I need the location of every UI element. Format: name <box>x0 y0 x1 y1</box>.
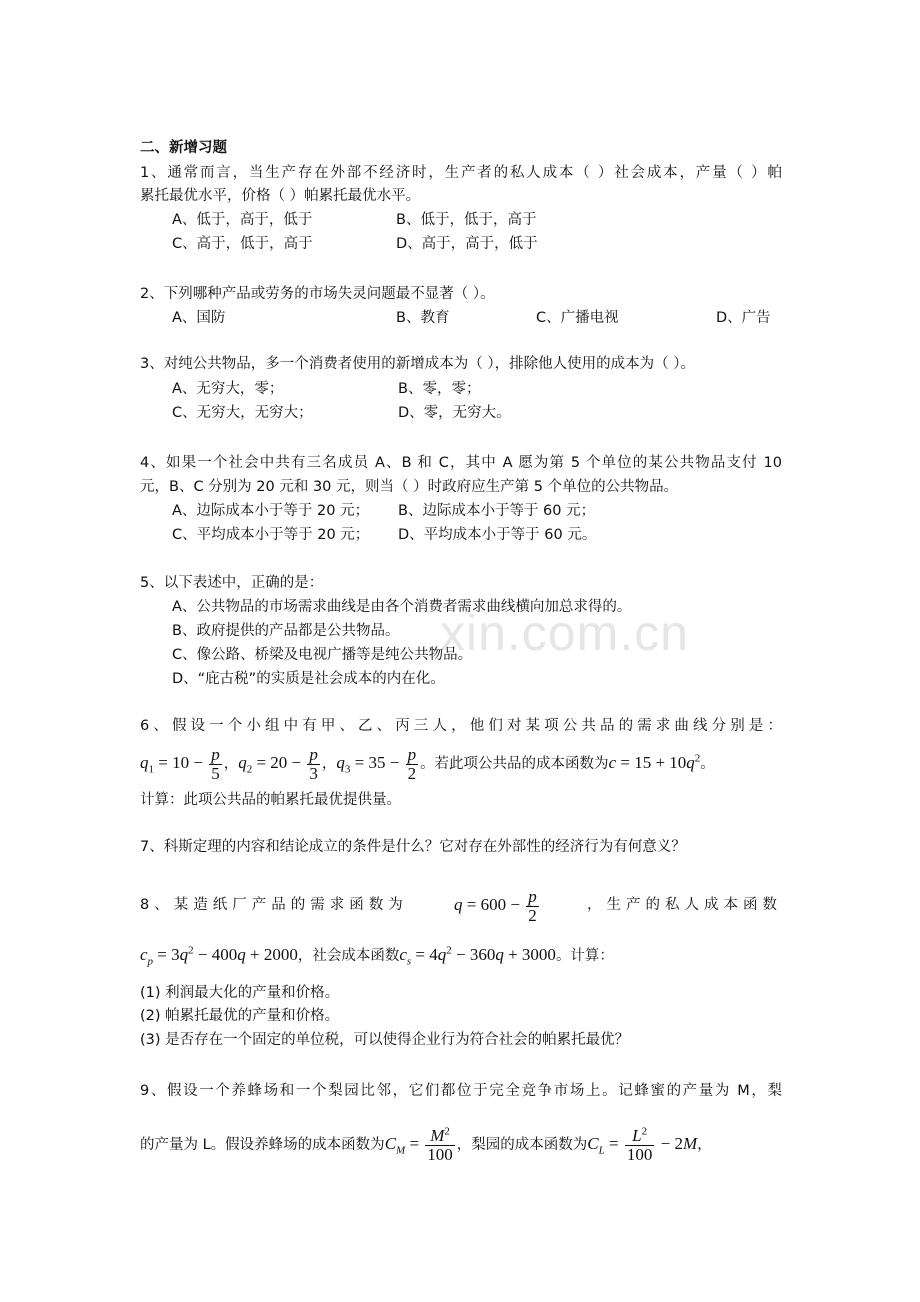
q8-demand-function: q = 600 − $\frac{p}{2}$ <box>454 886 537 925</box>
q8-line2 <box>140 942 614 969</box>
q5-option-a: A、公共物品的市场需求曲线是由各个消费者需求曲线横向加总求得的。 <box>172 599 632 615</box>
q8-social-cost: $c_s = 4q^2 - 360q + 3000$ <box>399 944 556 968</box>
q6-stem-line1: 6、假设一个小组中有甲、乙、丙三人，他们对某项公共品的需求曲线分别是： <box>140 718 782 734</box>
q3-option-d: D、零，无穷大。 <box>398 405 511 421</box>
q5-option-b: B、政府提供的产品都是公共物品。 <box>172 623 400 639</box>
q4-option-b: B、边际成本小于等于 60 元； <box>398 503 596 519</box>
q6-cost-function: $c = 15 + 10q^2$ <box>608 752 701 772</box>
q2-option-c: C、广播电视 <box>536 310 619 326</box>
q2-stem: 2、下列哪种产品或劳务的市场失灵问题最不显著（ ）。 <box>140 286 495 302</box>
q5-option-d: D、“庇古税”的实质是社会成本的内在化。 <box>172 671 445 687</box>
q4-stem-line1: 4、如果一个社会中共有三名成员 A、B 和 C，其中 A 愿为第 5 个单位的某公共物品支付 10 <box>140 455 782 471</box>
q3-option-b: B、零，零； <box>398 381 481 397</box>
q2-option-d: D、广告 <box>716 310 771 326</box>
q2-option-b: B、教育 <box>396 310 450 326</box>
section-title: 二、新增习题 <box>140 140 227 156</box>
q6-separator-1: ， <box>223 756 239 772</box>
q9-end: ， <box>697 1137 712 1153</box>
q2-option-a: A、国防 <box>172 310 226 326</box>
q8-subquestion-2: (2) 帕累托最优的产量和价格。 <box>140 1008 340 1024</box>
q8-tail: ，生产的私人成本函数 <box>586 897 782 913</box>
q1-option-b: B、低于，低于，高于 <box>396 212 537 228</box>
q6-demand-q2: $q_2 = 20$ − $\frac{p}{3}$ <box>238 744 318 783</box>
watermark: xin.com.cn <box>440 605 689 661</box>
q3-option-a: A、无穷大，零； <box>172 381 284 397</box>
q6-separator-2: ， <box>321 756 337 772</box>
q1-option-c: C、高于，低于，高于 <box>172 236 313 252</box>
q9-beekeeper-cost: $C_M$ = $\frac{M^2}{100}$ <box>384 1124 453 1164</box>
q1-stem-line1: 1、通常而言，当生产存在外部不经济时，生产者的私人成本（ ）社会成本，产量（ ）帕 <box>140 165 782 181</box>
q9-mid: ，梨园的成本函数为 <box>456 1137 588 1153</box>
q4-stem-line2: 元，B、C 分别为 20 元和 30 元，则当（ ）时政府应生产第 5 个单位的公共物品。 <box>140 479 679 495</box>
q9-line2 <box>140 1122 712 1167</box>
q1-stem-line2: 累托最优水平，价格（ ）帕累托最优水平。 <box>140 188 421 204</box>
q8-mid: ，社会成本函数 <box>297 948 400 964</box>
q4-option-d: D、平均成本小于等于 60 元。 <box>398 527 597 543</box>
q8-lead: 8、某造纸厂产品的需求函数为 <box>140 897 408 913</box>
q1-option-a: A、低于，高于，低于 <box>172 212 313 228</box>
q6-cost-intro: 。若此项公共品的成本函数为 <box>420 756 609 772</box>
q1-option-d: D、高于，高于，低于 <box>396 236 538 252</box>
q9-stem-line1: 9、假设一个养蜂场和一个梨园比邻，它们都位于完全竞争市场上。记蜂蜜的产量为 M，梨 <box>140 1083 782 1099</box>
q5-stem: 5、以下表述中，正确的是： <box>140 575 324 591</box>
q3-option-c: C、无穷大，无穷大； <box>172 405 313 421</box>
q8-subquestion-1: (1) 利润最大化的产量和价格。 <box>140 985 340 1001</box>
q8-private-cost: $c_p = 3q^2 - 400q + 2000$ <box>140 944 298 968</box>
q6-equation-line <box>140 744 715 783</box>
q6-end-punct: 。 <box>700 756 715 772</box>
q9-lead: 的产量为 L。假设养蜂场的成本函数为 <box>140 1137 385 1153</box>
q7-stem: 7、科斯定理的内容和结论成立的条件是什么？它对存在外部性的经济行为有何意义？ <box>140 839 686 855</box>
q5-option-c: C、像公路、桥梁及电视广播等是纯公共物品。 <box>172 647 473 663</box>
q8-subquestion-3: (3) 是否存在一个固定的单位税，可以使得企业行为符合社会的帕累托最优？ <box>140 1032 630 1048</box>
q4-option-c: C、平均成本小于等于 20 元； <box>172 527 370 543</box>
q6-demand-q3: $q_3 = 35$ − $\frac{p}{2}$ <box>336 744 417 783</box>
q3-stem: 3、对纯公共物品，多一个消费者使用的新增成本为（ ），排除他人使用的成本为（ ）。 <box>140 356 695 372</box>
q8-end: 。计算： <box>555 948 614 964</box>
q8-line1 <box>140 886 782 925</box>
q6-demand-q1: $q_1 = 10$ − $\frac{p}{5}$ <box>140 744 220 783</box>
q4-option-a: A、边际成本小于等于 20 元； <box>172 503 370 519</box>
q6-task: 计算：此项公共品的帕累托最优提供量。 <box>140 792 401 808</box>
q9-orchard-cost: $C_L$ = $\frac{L^2}{100}$ − 2M <box>587 1124 698 1164</box>
